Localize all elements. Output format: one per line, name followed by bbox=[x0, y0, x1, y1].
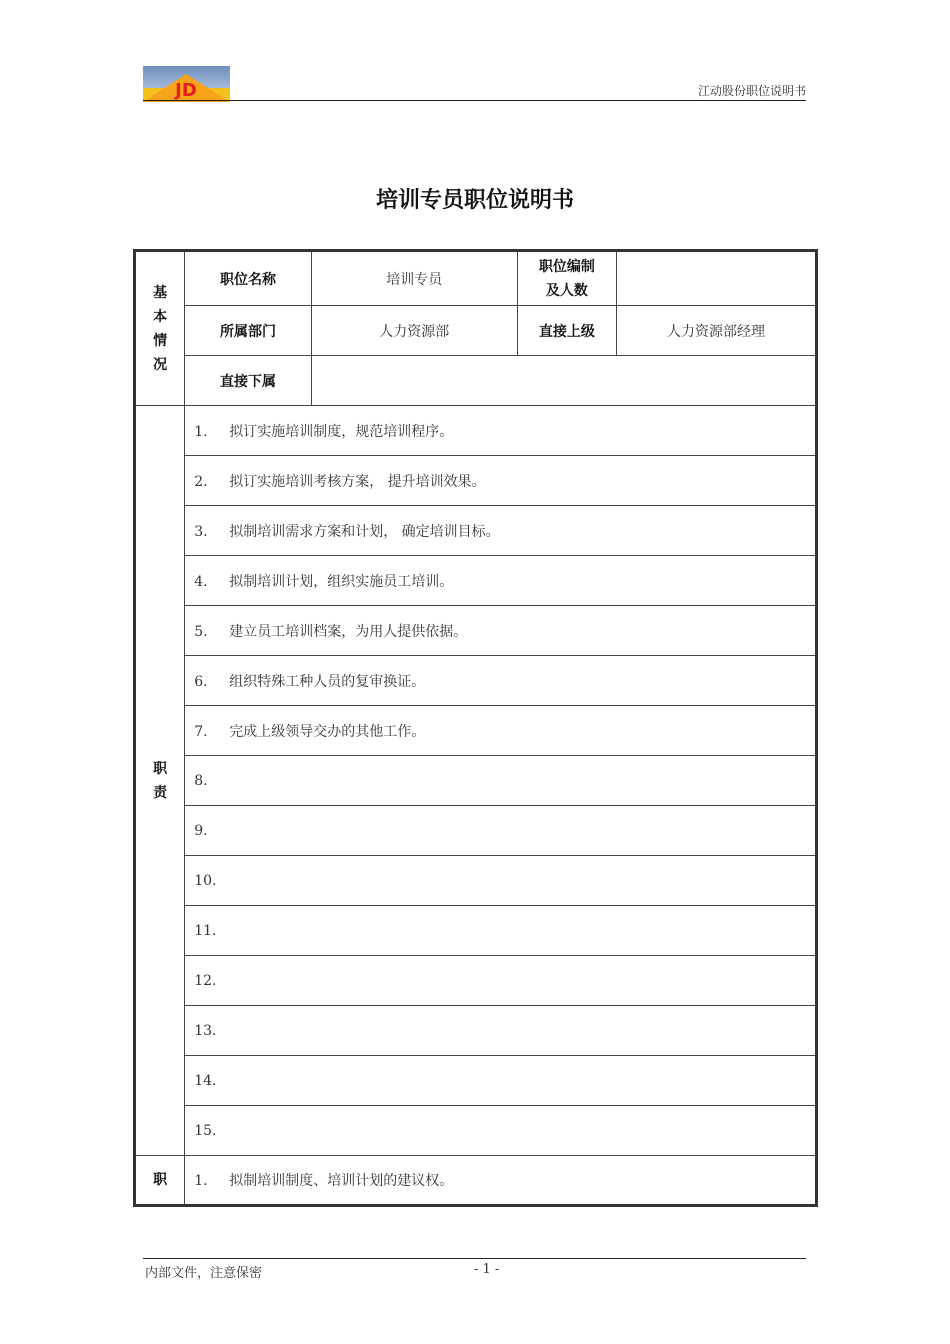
duty-item bbox=[185, 1106, 817, 1156]
duty-text: 完成上级领导交办的其他工作。 bbox=[229, 723, 426, 740]
duty-number: 3. bbox=[194, 523, 208, 540]
duty-item bbox=[185, 1056, 817, 1106]
authority-item bbox=[185, 1156, 817, 1206]
basic-row-3 bbox=[135, 356, 817, 406]
duty-number: 4. bbox=[194, 573, 208, 590]
duty-item bbox=[185, 806, 817, 856]
authority-number: 1. bbox=[194, 1173, 208, 1189]
document-title: 培训专员职位说明书 bbox=[375, 188, 574, 213]
headcount-value bbox=[617, 251, 817, 306]
page-number: - 1 - bbox=[474, 1262, 500, 1277]
duty-number: 2. bbox=[194, 473, 208, 490]
duty-number: 8. bbox=[194, 772, 208, 789]
footer-confidential: 内部文件，注意保密 bbox=[145, 1266, 263, 1281]
authority-row bbox=[135, 1156, 817, 1206]
duty-row bbox=[135, 706, 817, 756]
duty-row bbox=[135, 406, 817, 456]
superior-value: 人力资源部经理 bbox=[617, 306, 817, 356]
section-duties: 职 责 bbox=[135, 406, 185, 1156]
duty-text: 拟制培训计划，组织实施员工培训。 bbox=[229, 573, 454, 590]
duty-row bbox=[135, 1006, 817, 1056]
duty-row bbox=[135, 506, 817, 556]
duty-item bbox=[185, 756, 817, 806]
basic-row-2 bbox=[135, 306, 817, 356]
duty-row bbox=[135, 606, 817, 656]
duty-row bbox=[135, 956, 817, 1006]
duty-row bbox=[135, 806, 817, 856]
duty-text: 建立员工培训档案，为用人提供依据。 bbox=[229, 623, 468, 640]
duty-item bbox=[185, 406, 817, 456]
duty-text: 拟制培训需求方案和计划， 确定培训目标。 bbox=[229, 523, 500, 540]
duty-number: 5. bbox=[194, 623, 208, 640]
duty-row bbox=[135, 456, 817, 506]
header-rule bbox=[143, 100, 806, 101]
duty-number: 14. bbox=[194, 1072, 217, 1089]
duty-number: 1. bbox=[194, 423, 208, 440]
duty-row bbox=[135, 756, 817, 806]
duty-row bbox=[135, 556, 817, 606]
authority-text: 拟制培训制度、培训计划的建议权。 bbox=[229, 1173, 454, 1189]
duty-row bbox=[135, 1056, 817, 1106]
duty-row bbox=[135, 906, 817, 956]
duty-row bbox=[135, 856, 817, 906]
position-name-label: 职位名称 bbox=[185, 251, 312, 306]
duty-row bbox=[135, 1106, 817, 1156]
section-basic: 基 本 情 况 bbox=[135, 251, 185, 406]
duty-item bbox=[185, 606, 817, 656]
company-logo bbox=[143, 66, 230, 102]
duty-text: 拟订实施培训制度，规范培训程序。 bbox=[229, 423, 454, 440]
duty-item bbox=[185, 856, 817, 906]
duty-item bbox=[185, 706, 817, 756]
position-name-value: 培训专员 bbox=[311, 251, 517, 306]
department-label: 所属部门 bbox=[185, 306, 312, 356]
duty-number: 9. bbox=[194, 822, 208, 839]
svg-text:JD: JD bbox=[175, 80, 197, 101]
footer-rule bbox=[143, 1258, 806, 1259]
duty-item bbox=[185, 1006, 817, 1056]
department-value: 人力资源部 bbox=[311, 306, 517, 356]
superior-label: 直接上级 bbox=[517, 306, 616, 356]
duty-text: 组织特殊工种人员的复审换证。 bbox=[229, 673, 426, 690]
duty-number: 13. bbox=[194, 1022, 217, 1039]
duty-number: 15. bbox=[194, 1122, 217, 1139]
duty-number: 12. bbox=[194, 972, 217, 989]
duty-item bbox=[185, 556, 817, 606]
duty-item bbox=[185, 956, 817, 1006]
duty-number: 6. bbox=[194, 673, 208, 690]
duty-text: 拟订实施培训考核方案， 提升培训效果。 bbox=[229, 473, 486, 490]
duty-number: 7. bbox=[194, 723, 208, 740]
job-description-table bbox=[133, 249, 818, 1207]
duty-row bbox=[135, 656, 817, 706]
section-authority: 职 bbox=[135, 1156, 185, 1206]
basic-row-1 bbox=[135, 251, 817, 306]
duty-item bbox=[185, 656, 817, 706]
duty-item bbox=[185, 906, 817, 956]
headcount-label: 职位编制 及人数 bbox=[517, 251, 616, 306]
duty-number: 11. bbox=[194, 922, 217, 939]
duty-number: 10. bbox=[194, 872, 217, 889]
subordinate-label: 直接下属 bbox=[185, 356, 312, 406]
subordinate-value bbox=[311, 356, 816, 406]
header-doc-name: 江动股份职位说明书 bbox=[697, 84, 806, 98]
duty-item bbox=[185, 506, 817, 556]
duty-item bbox=[185, 456, 817, 506]
